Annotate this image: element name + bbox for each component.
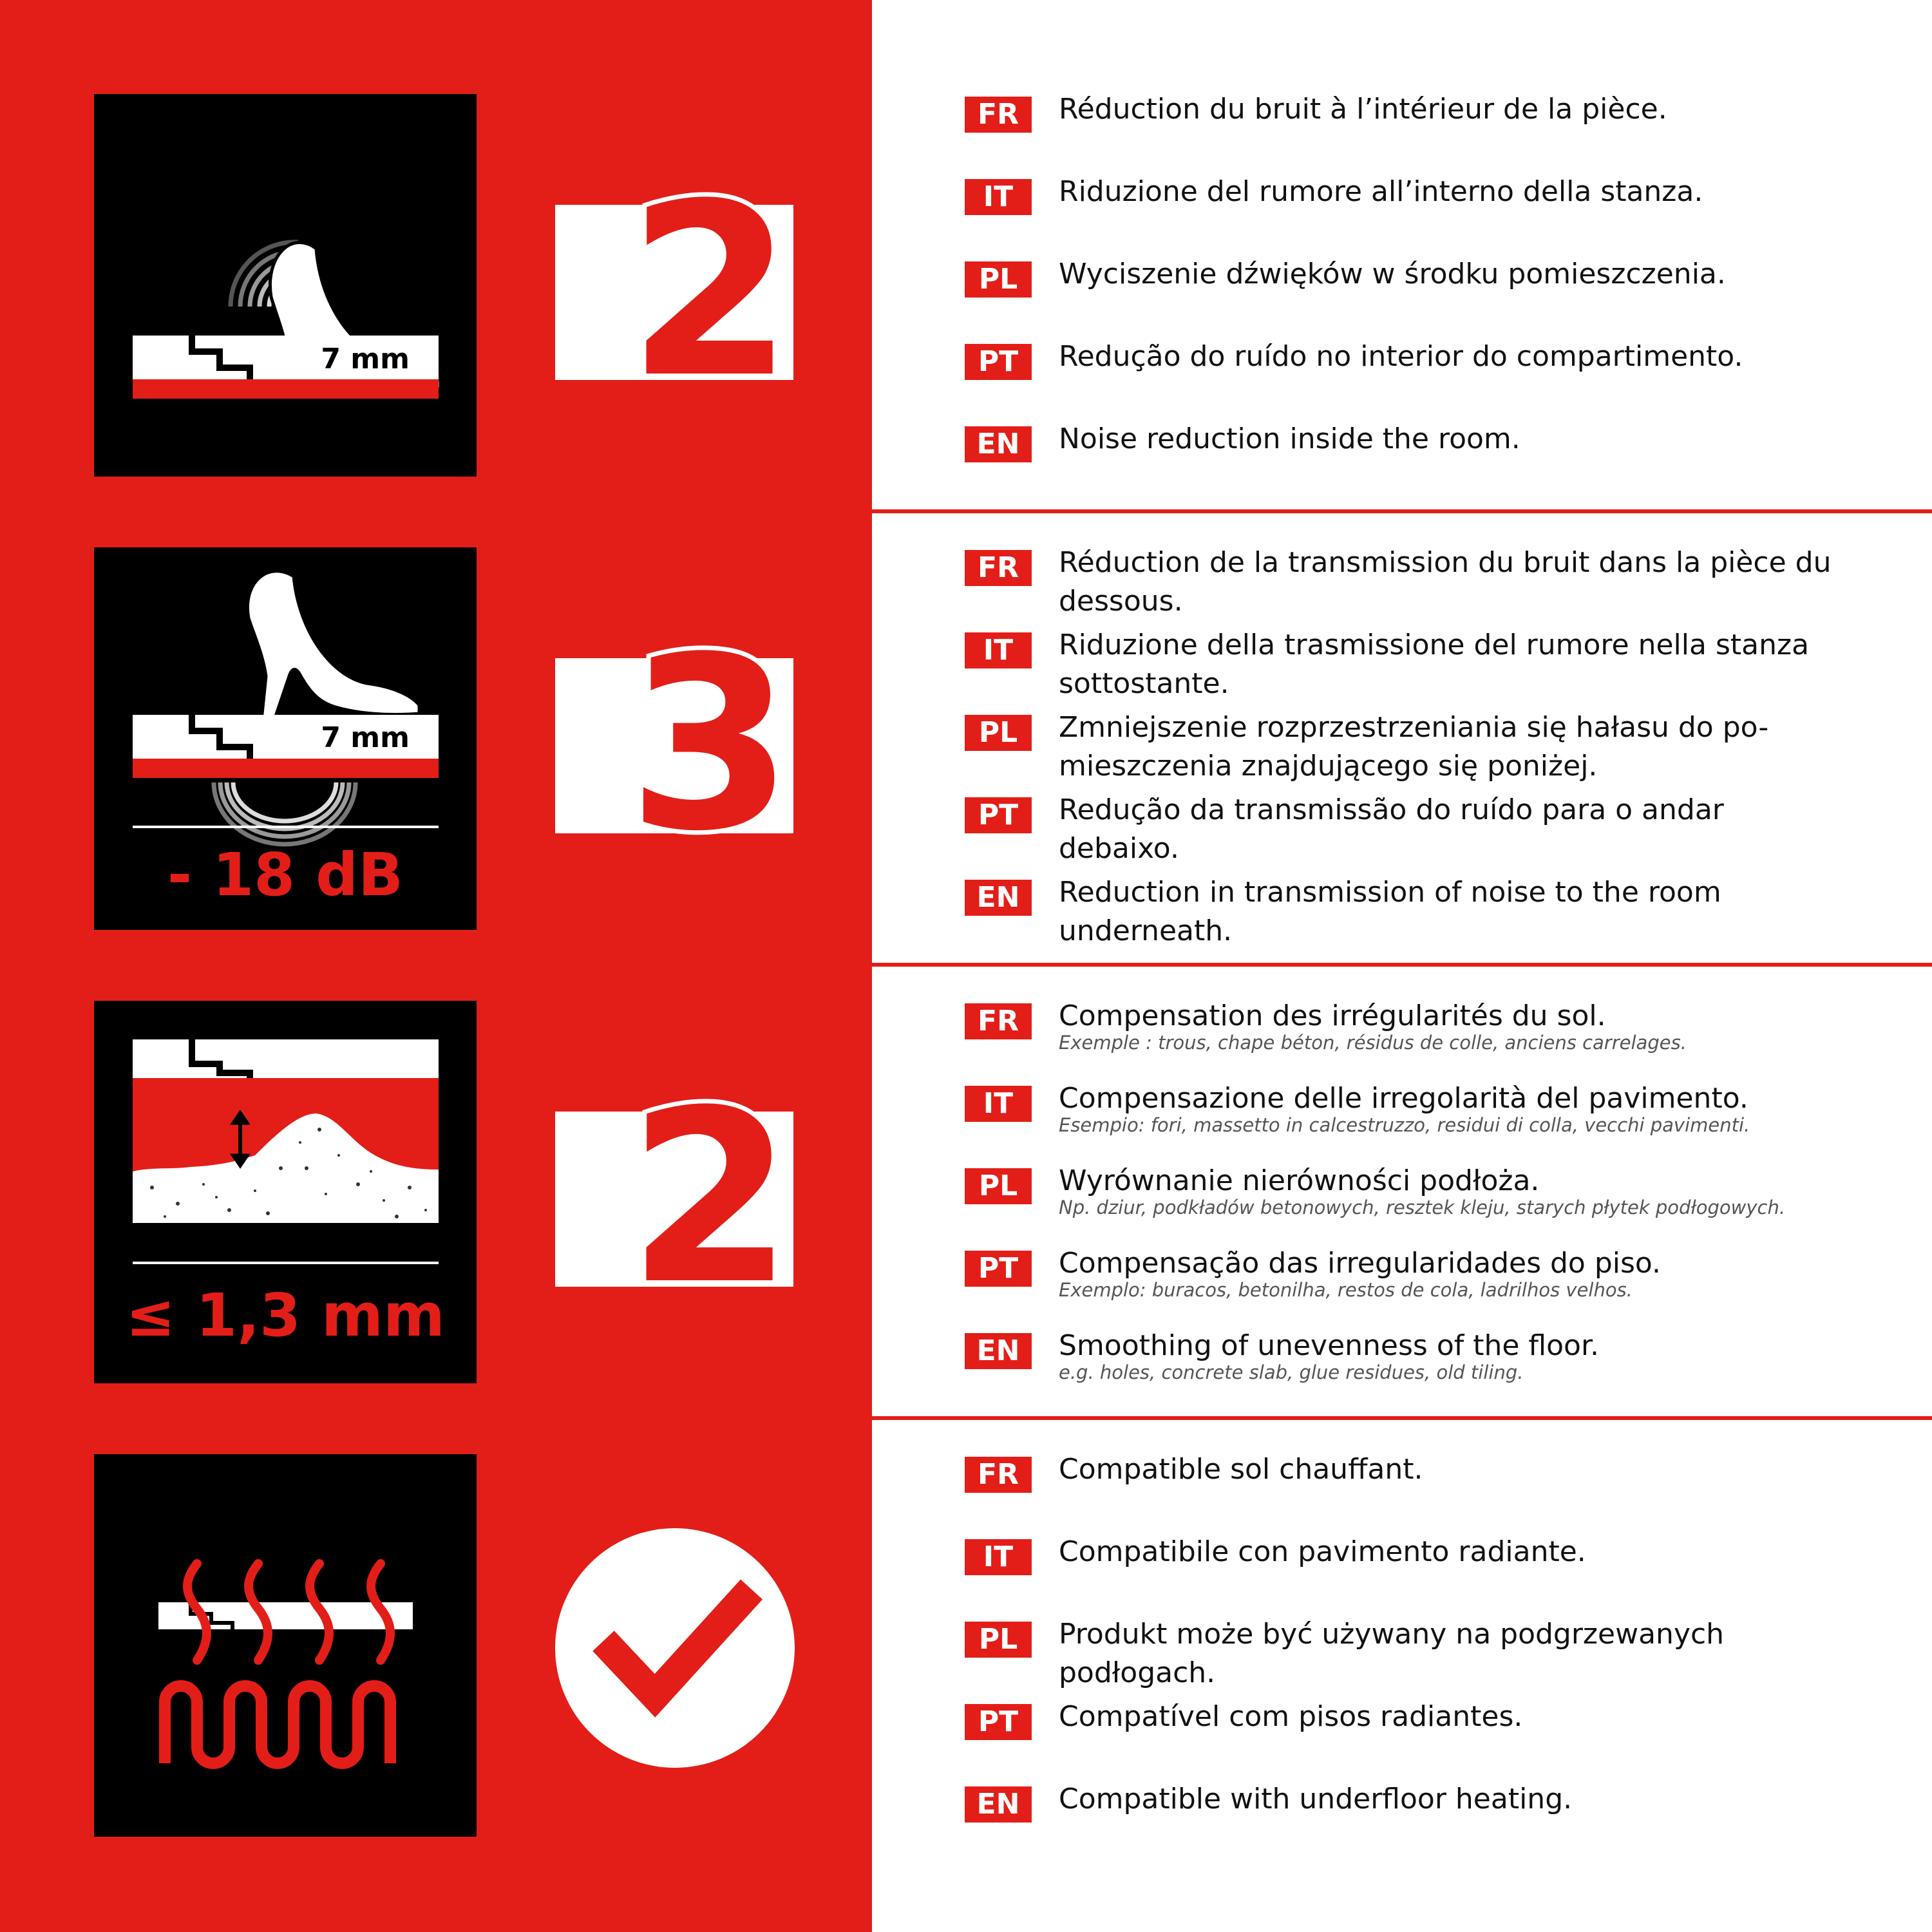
description-text: Smoothing of unevenness of the floor. [1059, 1329, 1600, 1362]
language-code: PT [965, 344, 1032, 380]
example-text: e.g. holes, concrete slab, glue residues, old tiling. [1059, 1361, 1524, 1383]
rating-badge [553, 645, 797, 838]
tile-impact-noise [94, 94, 477, 477]
description-text: Wyrównanie nierówności podłoża. [1059, 1164, 1540, 1197]
description-text: Noise reduction inside the room. [1059, 422, 1520, 455]
description-text: Compatibile con pavimento radiante. [1059, 1535, 1586, 1568]
description-text: Compatible sol chauffant. [1059, 1453, 1423, 1486]
check-circle [555, 1528, 795, 1768]
language-code: IT [965, 1539, 1032, 1575]
description-text: Wyciszenie dźwięków w środku pomieszczenia. [1059, 258, 1726, 290]
decibel-value: - 18 dB [167, 840, 404, 909]
language-code: FR [965, 97, 1032, 133]
rating-value: 2 [627, 1099, 793, 1292]
description-text: Riduzione del rumore all’interno della stanza. [1059, 175, 1703, 208]
description-text: Compensation des irrégularités du sol. [1059, 999, 1606, 1032]
section-divider [872, 963, 1932, 967]
language-code: FR [965, 1003, 1032, 1039]
description-text: Compensazione delle irregolarità del pavimento. [1059, 1082, 1748, 1115]
language-code: EN [965, 426, 1032, 462]
language-code: PT [965, 1704, 1032, 1740]
heating-coil-icon [165, 1686, 390, 1763]
language-code: FR [965, 550, 1032, 586]
sound-waves-icon [214, 782, 355, 844]
description-text: Riduzione della trasmissione del rumore nella stanza sottostante. [1059, 629, 1810, 700]
language-code: PL [965, 715, 1032, 751]
language-code: PL [965, 1622, 1032, 1658]
description-text: Réduction de la transmission du bruit dans la pièce du dessous. [1059, 546, 1832, 618]
thickness-label: 7 mm [321, 721, 410, 754]
language-code: PT [965, 797, 1032, 833]
description-text: Redução do ruído no interior do compartimento. [1059, 340, 1743, 373]
language-code: IT [965, 179, 1032, 215]
language-code: IT [965, 1086, 1032, 1122]
checkmark-badge [555, 1528, 795, 1768]
tile-noise-transmission [94, 547, 477, 930]
rating-value: 2 [627, 192, 793, 385]
description-text: Redução da transmissão do ruído para o andar debaixo. [1059, 793, 1724, 865]
tile-unevenness [94, 1001, 477, 1383]
thickness-label: 7 mm [321, 343, 410, 375]
description-text: Zmniejszenie rozprzestrzeniania się hałasu do po-mieszczenia znajdującego się poniżej. [1059, 711, 1769, 782]
tolerance-value: ≤ 1,3 mm [126, 1281, 445, 1350]
language-code: PL [965, 1168, 1032, 1204]
example-text: Exemplo: buracos, betonilha, restos de cola, ladrilhos velhos. [1059, 1279, 1633, 1301]
language-code: PL [965, 261, 1032, 298]
description-text: Compensação das irregularidades do piso. [1059, 1247, 1662, 1280]
language-code: EN [965, 1786, 1032, 1823]
language-code: FR [965, 1457, 1032, 1493]
language-code: EN [965, 880, 1032, 916]
description-text: Compatível com pisos radiantes. [1059, 1700, 1523, 1733]
language-code: EN [965, 1333, 1032, 1369]
separator-line [133, 1262, 439, 1264]
rating-badge [553, 192, 797, 385]
high-heel-shoe-icon [247, 571, 419, 720]
section-divider [872, 509, 1932, 513]
section-divider [872, 1416, 1932, 1420]
separator-line [133, 826, 439, 828]
example-text: Esempio: fori, massetto in calcestruzzo, residui di colla, vecchi pavimenti. [1059, 1114, 1750, 1136]
description-text: Compatible with underfloor heating. [1059, 1783, 1573, 1815]
example-text: Exemple : trous, chape béton, résidus de colle, anciens carrelages. [1059, 1032, 1687, 1054]
language-code: PT [965, 1251, 1032, 1287]
rating-value: 3 [627, 645, 793, 838]
rating-badge [553, 1099, 797, 1292]
example-text: Np. dziur, podkładów betonowych, resztek kleju, starych płytek podłogowych. [1059, 1197, 1786, 1218]
tile-underfloor-heating [94, 1454, 477, 1837]
description-text: Reduction in transmission of noise to the room underneath. [1059, 876, 1721, 947]
description-text: Produkt może być używany na podgrzewanych podłogach. [1059, 1618, 1725, 1689]
language-code: IT [965, 632, 1032, 668]
description-text: Réduction du bruit à l’intérieur de la pièce. [1059, 93, 1667, 126]
